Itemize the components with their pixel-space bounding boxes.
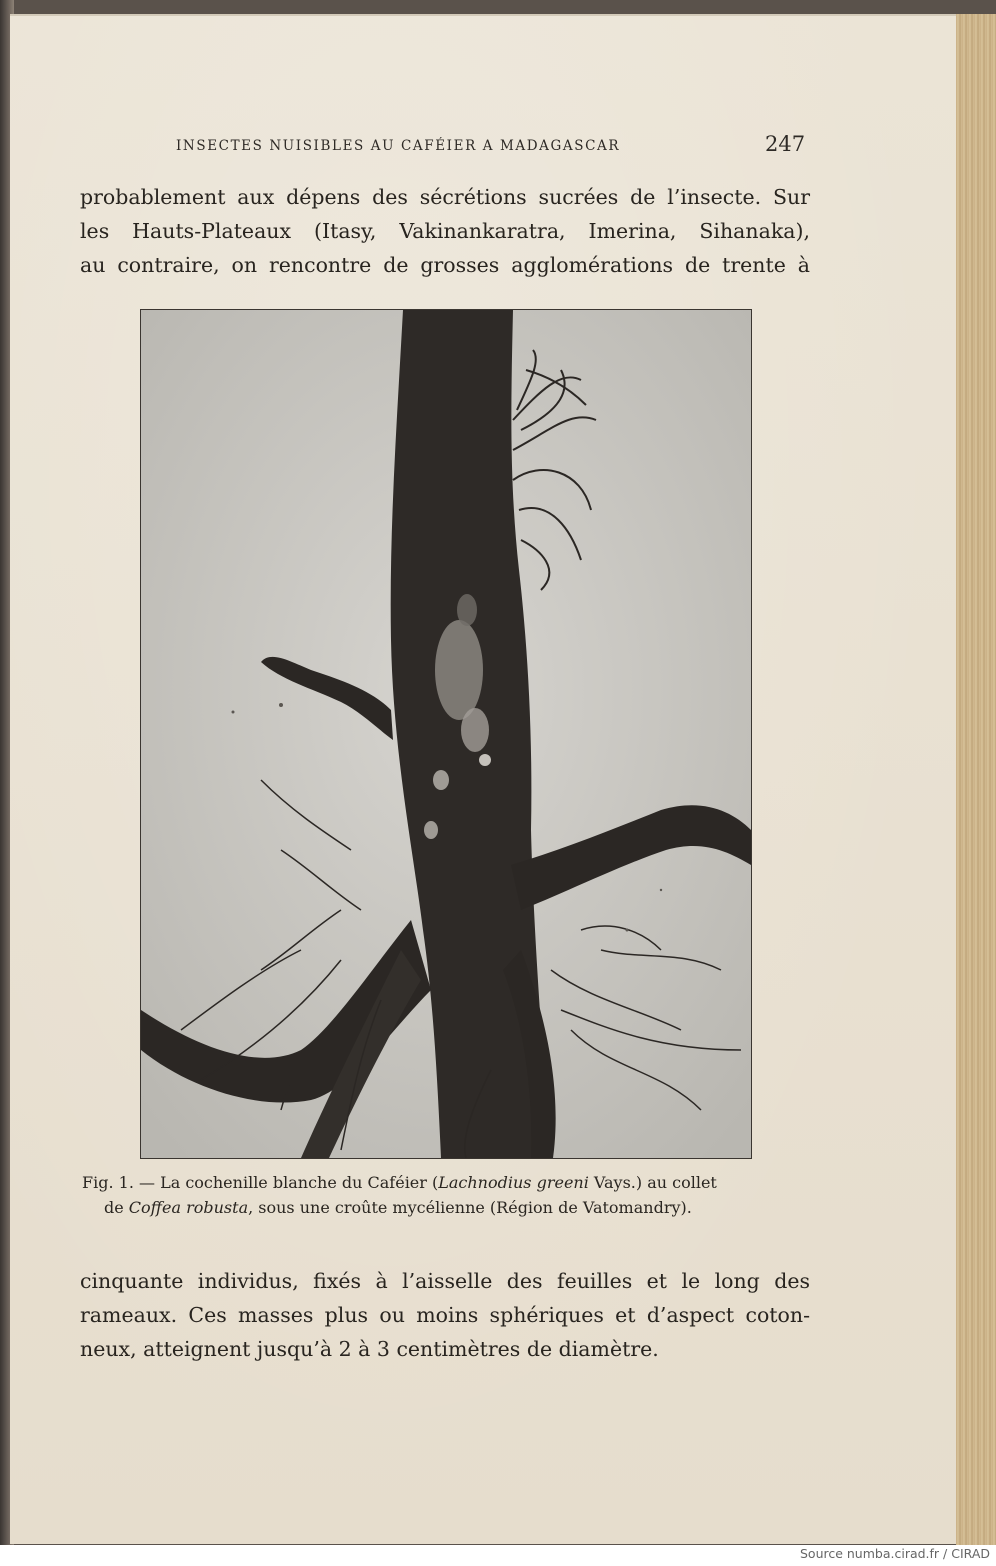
caption-line-1 bbox=[82, 1170, 808, 1195]
caption-text: Vays.) au collet bbox=[588, 1173, 717, 1192]
caption-line-2 bbox=[82, 1195, 808, 1220]
text-line: les Hauts-Plateaux (Itasy, Vakinankaratra, Imerina, Sihanaka), bbox=[80, 219, 810, 243]
root-collar-photograph-icon bbox=[141, 310, 751, 1158]
page-number: 247 bbox=[765, 132, 806, 156]
figure-photo bbox=[140, 309, 752, 1159]
page bbox=[10, 14, 956, 1544]
page-header bbox=[10, 134, 956, 164]
caption-text: Fig. 1. — La cochenille blanche du Caféier ( bbox=[82, 1173, 439, 1192]
text-line: rameaux. Ces masses plus ou moins sphériques et d’aspect coton- bbox=[80, 1303, 810, 1327]
text-line: probablement aux dépens des sécrétions sucrées de l’insecte. Sur bbox=[80, 185, 810, 209]
paragraph-top bbox=[80, 180, 810, 282]
text-line: cinquante individus, fixés à l’aisselle des feuilles et le long des bbox=[80, 1269, 810, 1293]
text-line: au contraire, on rencontre de grosses agglomérations de trente à bbox=[80, 253, 810, 277]
caption-text: , sous une croûte mycélienne (Région de Vatomandry). bbox=[248, 1198, 692, 1217]
text-line: neux, atteignent jusqu’à 2 à 3 centimètres de diamètre. bbox=[80, 1337, 659, 1361]
running-head: INSECTES NUISIBLES AU CAFÉIER A MADAGASCAR bbox=[176, 138, 621, 154]
source-credit: Source numba.cirad.fr / CIRAD bbox=[799, 1546, 990, 1561]
caption-text: de bbox=[104, 1198, 129, 1217]
species-name: Lachnodius greeni bbox=[438, 1173, 589, 1192]
page-stack-edge bbox=[956, 14, 996, 1545]
species-name: Coffea robusta bbox=[128, 1198, 249, 1217]
paragraph-bottom bbox=[80, 1264, 810, 1366]
figure-caption bbox=[82, 1170, 808, 1220]
